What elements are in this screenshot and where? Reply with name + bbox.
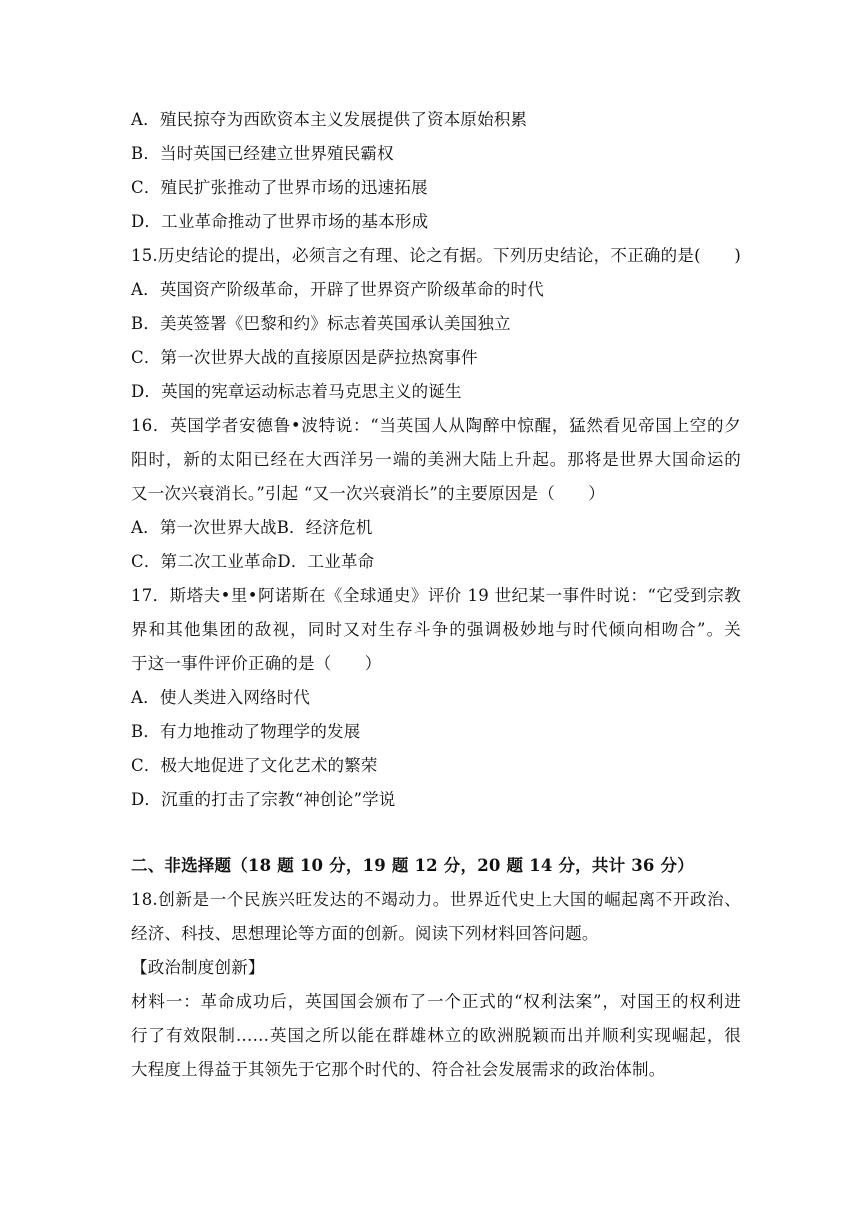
material-paragraph: 材料一：革命成功后，英国国会颁布了一个正式的“权利法案”，对国王的权利进 (131, 992, 741, 1011)
option-c-line: C．第一次世界大战的直接原因是萨拉热窝事件 (131, 348, 478, 367)
option-c-line: C．极大地促进了文化艺术的繁荣 (131, 756, 378, 775)
option-d-line: D．英国的宪章运动标志着马克思主义的诞生 (131, 382, 462, 401)
material-paragraph: 大程度上得益于其领先于它那个时代的、符合社会发展需求的政治体制。 (131, 1060, 666, 1079)
subsection-heading: 【政治制度创新】 (131, 958, 265, 977)
option-ab-line: A．第一次世界大战B．经济危机 (131, 518, 373, 537)
option-a-line: A．殖民掠夺为西欧资本主义发展提供了资本原始积累 (131, 110, 528, 129)
option-a-line: A．使人类进入网络时代 (131, 688, 311, 707)
option-cd-line: C．第二次工业革命D．工业革命 (131, 552, 375, 571)
question-16-stem: 16．英国学者安德鲁•波特说：“当英国人从陶醉中惊醒，猛然看见帝国上空的夕 (131, 416, 741, 435)
question-16-stem: 阳时，新的太阳已经在大西洋另一端的美洲大陆上升起。那将是世界大国命运的 (131, 450, 741, 469)
section-heading: 二、非选择题（18 题 10 分，19 题 12 分，20 题 14 分，共计 36 分） (131, 856, 694, 875)
option-d-line: D．沉重的打击了宗教“神创论”学说 (131, 790, 396, 809)
material-paragraph: 行了有效限制……英国之所以能在群雄林立的欧洲脱颖而出并顺利实现崛起，很 (131, 1026, 741, 1045)
question-17-stem: 于这一事件评价正确的是（ ） (131, 654, 382, 673)
question-17-stem: 17．斯塔夫•里•阿诺斯在《全球通史》评价 19 世纪某一事件时说：“它受到宗教 (131, 586, 741, 605)
question-18-stem: 经济、科技、思想理论等方面的创新。阅读下列材料回答问题。 (131, 924, 599, 943)
question-15-stem: 15.历史结论的提出，必须言之有理、论之有据。下列历史结论，不正确的是( ) (131, 246, 741, 265)
question-18-stem: 18.创新是一个民族兴旺发达的不竭动力。世界近代史上大国的崛起离不开政治、 (131, 890, 741, 909)
option-a-line: A．英国资产阶级革命，开辟了世界资产阶级革命的时代 (131, 280, 544, 299)
question-16-stem: 又一次兴衰消长。”引起 “又一次兴衰消长”的主要原因是（ ） (131, 484, 606, 503)
option-c-line: C．殖民扩张推动了世界市场的迅速拓展 (131, 178, 428, 197)
option-b-line: B．美英签署《巴黎和约》标志着英国承认美国独立 (131, 314, 511, 333)
option-b-line: B．当时英国已经建立世界殖民霸权 (131, 144, 394, 163)
question-17-stem: 界和其他集团的敌视，同时又对生存斗争的强调极妙地与时代倾向相吻合”。关 (131, 620, 741, 639)
option-b-line: B．有力地推动了物理学的发展 (131, 722, 361, 741)
option-d-line: D．工业革命推动了世界市场的基本形成 (131, 212, 429, 231)
